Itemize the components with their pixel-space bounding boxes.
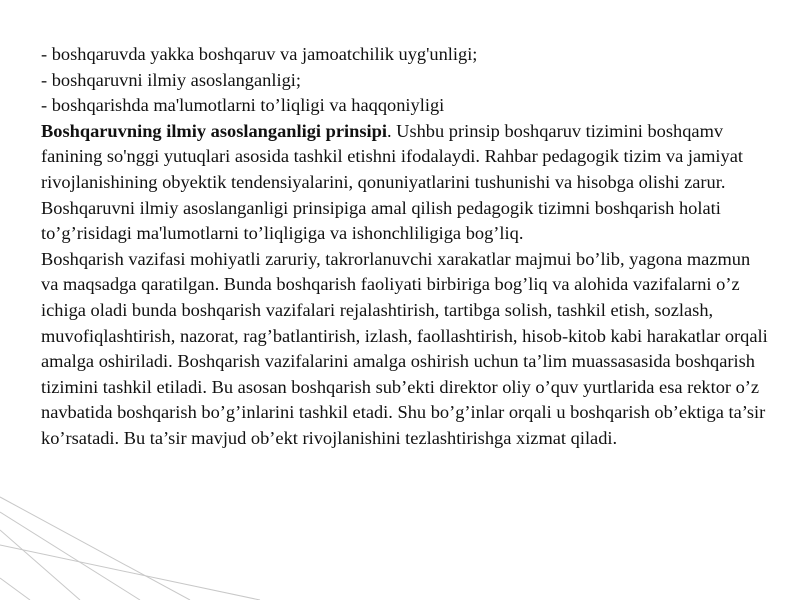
decor-line-4: [0, 578, 30, 600]
list-item: - boshqaruvni ilmiy asoslanganligi;: [41, 69, 301, 90]
decor-line-3: [0, 530, 80, 600]
decor-line-1: [0, 497, 190, 600]
decor-line-5: [0, 545, 260, 600]
list-item: - boshqaruvda yakka boshqaruv va jamoatchilik uyg'unligi;: [41, 44, 478, 64]
principle-body: . Ushbu prinsip boshqaruv tizimini boshqamv fanining so'nggi yutuqlari asosida tashkil etishni ifodalaydi. Rahbar pedagogik tizim va jamiyat rivojlanishining obyektik tendensiyalarini, qonuniyatlarini tushunishi va hisobga olishi zarur. Boshqaruvni ilmiy asoslanganligi prinsipiga amal qilish pedagogik tizimni boshqarish holati to’g’risidagi ma'lumotlarni to’liqligiga va ishonchliligiga bog’liq.: [41, 120, 744, 244]
principle-title: Boshqaruvning ilmiy asoslanganligi prinsipi: [41, 120, 387, 141]
decor-line-2: [0, 512, 140, 600]
slide-text: [41, 42, 771, 452]
list-item: - boshqarishda ma'lumotlarni to’liqligi va haqqoniyligi: [41, 95, 445, 116]
principle-paragraph: [41, 119, 771, 247]
functions-paragraph: Boshqarish vazifasi mohiyatli zaruriy, takrorlanuvchi xarakatlar majmui bo’lib, yagona mazmun va maqsadga qaratilgan. Bunda boshqarish faoliyati birbiriga bog’liq va alohida vazifalarni o’z ichiga oladi bunda boshqarish vazifalari rejalashtirish, tartibga solish, tashkil etish, sozlash, muvofiqlashtirish, nazorat, rag’batlantirish, izlash, faollashtirish, hisob-kitob kabi harakatlar orqali amalga oshiriladi. Boshqarish vazifalarini amalga oshirish uchun ta’lim muassasasida boshqarish tizimini tashkil etiladi. Bu asosan boshqarish sub’ekti direktor oliy o’quv yurtlarida esa rektor o’z navbatida boshqarish bo’g’inlarini tashkil etadi. Shu bo’g’inlar orqali u boshqarish ob’ektiga ta’sir ko’rsatadi. Bu ta’sir mavjud ob’ekt rivojlanishini tezlashtirishga xizmat qiladi.: [41, 248, 768, 448]
